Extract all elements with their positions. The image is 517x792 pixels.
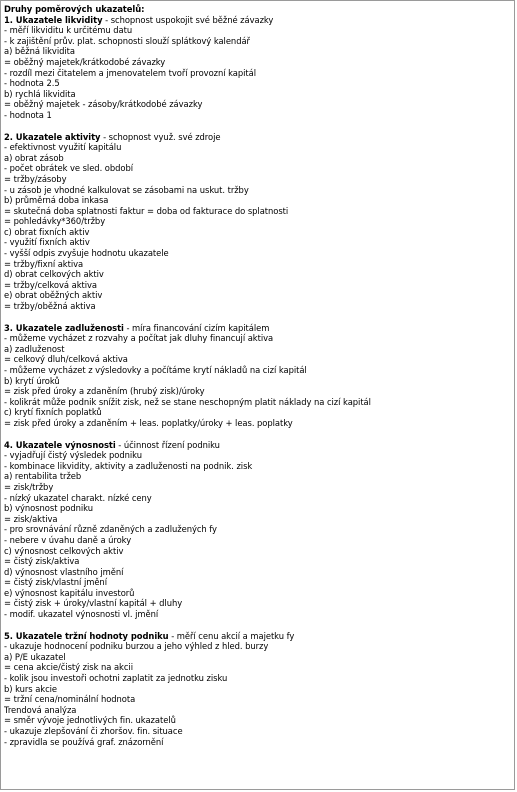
text-line: b) kurs akcie — [4, 683, 58, 694]
section-heading-description: - měří cenu akcií a majetku fy — [168, 630, 295, 641]
text-line: a) zadluženost — [4, 343, 65, 354]
text-line: - využití fixních aktiv — [4, 237, 90, 248]
section-heading-bold: 5. Ukazatele tržní hodnoty podniku — [4, 630, 169, 641]
section-heading-bold: 1. Ukazatele likvidity — [4, 14, 103, 25]
section-heading-description: - míra financování cizím kapitálem — [123, 322, 270, 333]
text-line: - u zásob je vhodné kalkulovat se zásobami na uskut. tržby — [4, 184, 249, 195]
text-line: = tržby/zásoby — [4, 173, 67, 184]
text-line: = tržní cena/nominální hodnota — [4, 694, 136, 705]
text-line: e) obrat oběžných aktiv — [4, 290, 103, 301]
text-line: - vyšší odpis zvyšuje hodnotu ukazatele — [4, 248, 169, 259]
text-line: = čistý zisk/aktiva — [4, 556, 80, 567]
text-line: c) obrat fixních aktiv — [4, 226, 90, 237]
text-line: - efektivnost využití kapitálu — [4, 142, 122, 153]
section-5 — [4, 631, 510, 748]
text-line: = tržby/celková aktiva — [4, 279, 97, 290]
section-heading-bold: 3. Ukazatele zadluženosti — [4, 322, 124, 333]
section-heading-description: - účinnost řízení podniku — [115, 439, 220, 450]
text-line: - modif. ukazatel výnosnosti vl. jmění — [4, 609, 159, 620]
section-heading — [4, 631, 510, 642]
text-line: = skutečná doba splatnosti faktur = doba od fakturace do splatnosti — [4, 205, 289, 216]
section-heading — [4, 440, 510, 451]
text-line: - hodnota 1 — [4, 109, 52, 120]
text-line: = tržby/oběžná aktiva — [4, 301, 96, 312]
text-line: = celkový dluh/celková aktiva — [4, 354, 128, 365]
text-line: = čistý zisk + úroky/vlastní kapitál + dluhy — [4, 598, 183, 609]
section-heading — [4, 323, 510, 334]
sections-container — [4, 15, 510, 748]
text-line: d) výnosnost vlastního jmění — [4, 566, 124, 577]
text-line: - k zajištění prův. plat. schopnosti slouží splátkový kalendář — [4, 35, 250, 46]
text-line: = směr vývoje jednotlivých fin. ukazatelů — [4, 715, 176, 726]
text-line: - rozdíl mezi čitatelem a jmenovatelem tvoří provozní kapitál — [4, 67, 257, 78]
text-line: b) výnosnost podniku — [4, 503, 93, 514]
section-3 — [4, 323, 510, 429]
text-line: = tržby/fixní aktiva — [4, 258, 84, 269]
section-4 — [4, 440, 510, 620]
section-1 — [4, 15, 510, 121]
text-line: a) P/E ukazatel — [4, 651, 66, 662]
text-line: = zisk před úroky a zdaněním (hrubý zisk)/úroky — [4, 386, 205, 397]
section-heading-description: - schopnost využ. své zdroje — [100, 131, 221, 142]
text-line: b) krytí úroků — [4, 375, 60, 386]
text-line: - kombinace likvidity, aktivity a zadluženosti na podnik. zisk — [4, 460, 253, 471]
document-content — [4, 4, 510, 747]
text-line: b) rychlá likvidita — [4, 88, 76, 99]
text-line: = zisk/tržby — [4, 481, 54, 492]
text-line: c) krytí fixních poplatků — [4, 407, 102, 418]
text-line: - kolikrát může podnik snížit zisk, než se stane neschopným platit náklady na cizí kapitál — [4, 396, 371, 407]
text-line: - můžeme vycházet z výsledovky a počítáme krytí nákladů na cizí kapitál — [4, 365, 307, 375]
text-line: b) průměrná doba inkasa — [4, 195, 109, 206]
text-line: - nebere v úvahu daně a úroky — [4, 534, 132, 545]
text-line: = oběžný majetek - zásoby/krátkodobé závazky — [4, 99, 203, 110]
text-line: - hodnota 2.5 — [4, 78, 60, 89]
section-heading — [4, 132, 510, 143]
section-gap — [4, 620, 510, 631]
section-heading-description: - schopnost uspokojit své běžné závazky — [102, 14, 274, 25]
text-line: - nízký ukazatel charakt. nízké ceny — [4, 492, 152, 503]
section-heading-bold: 2. Ukazatele aktivity — [4, 131, 101, 142]
text-line: a) běžná likvidita — [4, 46, 75, 57]
section-gap — [4, 312, 510, 323]
text-line: - ukazuje zlepšování či zhoršov. fin. situace — [4, 726, 183, 736]
text-line: = zisk/aktiva — [4, 513, 58, 524]
text-line: = oběžný majetek/krátkodobé závazky — [4, 56, 166, 67]
document-title: Druhy poměrových ukazatelů: — [4, 4, 145, 14]
text-line: c) výnosnost celkových aktiv — [4, 545, 124, 556]
text-line: = cena akcie/čistý zisk na akcii — [4, 662, 133, 673]
text-line: - vyjadřují čistý výsledek podniku — [4, 450, 142, 461]
section-heading — [4, 15, 510, 26]
text-line: e) výnosnost kapitálu investorů — [4, 587, 135, 598]
section-gap — [4, 429, 510, 440]
text-line: - počet obrátek ve sled. období — [4, 163, 134, 174]
text-line: = zisk před úroky a zdaněním + leas. poplatky/úroky + leas. poplatky — [4, 417, 293, 428]
text-line: - ukazuje hodnocení podniku burzou a jeho výhled z hled. burzy — [4, 641, 269, 652]
text-line: = pohledávky*360/tržby — [4, 216, 106, 227]
text-line: - můžeme vycházet z rozvahy a počítat jak dluhy financují aktiva — [4, 333, 274, 344]
section-2 — [4, 132, 510, 312]
text-line: - zpravidla se používá graf. znázornění — [4, 736, 164, 747]
text-line: - měří likviditu k určitému datu — [4, 25, 133, 36]
text-line: a) obrat zásob — [4, 152, 64, 163]
section-heading-bold: 4. Ukazatele výnosnosti — [4, 439, 116, 450]
text-line: d) obrat celkových aktiv — [4, 269, 104, 280]
text-line: = čistý zisk/vlastní jmění — [4, 577, 107, 588]
text-line: - kolik jsou investoři ochotni zaplatit za jednotku zisku — [4, 673, 228, 684]
section-gap — [4, 121, 510, 132]
text-line: - pro srovnávání různě zdaněných a zadlužených fy — [4, 524, 217, 535]
text-line: a) rentabilita tržeb — [4, 471, 82, 482]
text-line: Trendová analýza — [4, 704, 77, 715]
